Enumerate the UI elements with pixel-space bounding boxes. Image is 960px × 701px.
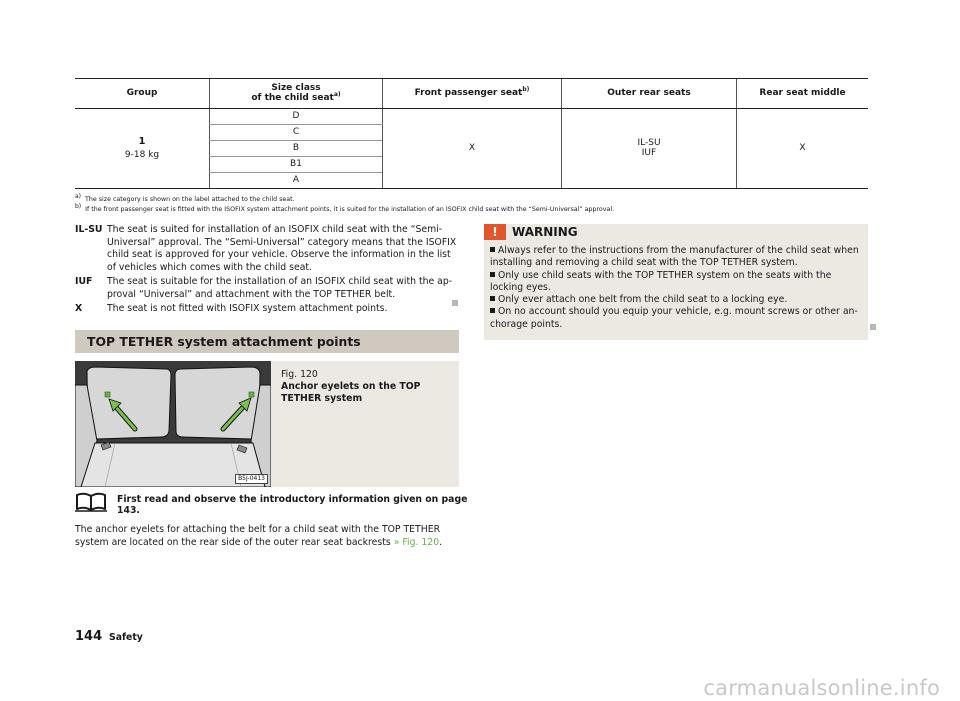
size-class-cell: C bbox=[210, 124, 383, 140]
footnote-ref-b: b) bbox=[522, 86, 530, 94]
page-number: 144 bbox=[75, 629, 103, 644]
list-item: Only use child seats with the TOP TETHER system on the seats with the locking eyes. bbox=[490, 269, 832, 293]
watermark: carmanualsonline.info bbox=[703, 676, 940, 700]
definition-term: IL-SU bbox=[75, 224, 103, 235]
intro-note bbox=[75, 492, 475, 514]
warning-box bbox=[484, 224, 868, 340]
page-section-name: Safety bbox=[109, 632, 143, 643]
size-class-cell: B bbox=[210, 140, 383, 156]
definition-il-su bbox=[75, 224, 460, 274]
header-outer-rear: Outer rear seats bbox=[562, 79, 737, 109]
definition-term: IUF bbox=[75, 276, 93, 288]
table-footnotes bbox=[75, 192, 875, 215]
footnote-ref-a: a) bbox=[333, 91, 341, 99]
table-header-row bbox=[75, 79, 868, 109]
figure-number: Fig. 120 bbox=[281, 369, 318, 380]
isofix-table bbox=[75, 78, 868, 189]
outer-rear-cell: IL-SU IUF bbox=[562, 108, 737, 188]
list-item: On no account should you equip your vehicle, e.g. mount screws or other an-chorage points. bbox=[490, 306, 858, 330]
definition-x bbox=[75, 303, 460, 316]
open-book-icon bbox=[75, 492, 107, 512]
rear-middle-cell: X bbox=[737, 108, 869, 188]
figure-block bbox=[75, 361, 459, 487]
figure-title: Anchor eyelets on the TOP TETHER system bbox=[281, 381, 421, 405]
group-weight: 9-18 kg bbox=[124, 149, 160, 160]
definition-text: The seat is not fitted with ISOFIX system attachment points. bbox=[107, 303, 388, 315]
header-size-class: Size class of the child seat$^{a)}$ bbox=[210, 79, 383, 109]
definition-iuf bbox=[75, 276, 460, 301]
isofix-table-container bbox=[75, 78, 868, 189]
image-code: B5J-0413 bbox=[235, 474, 268, 484]
definition-text: The seat is suitable for the installation of an ISOFIX child seat with the ap-proval “Universal” and attachment with the TOP TETHER belt. bbox=[107, 276, 453, 300]
definition-term: X bbox=[75, 303, 83, 315]
section-end-marker bbox=[452, 300, 458, 306]
group-cell bbox=[75, 108, 210, 188]
size-class-cell: D bbox=[210, 108, 383, 124]
trunk-drawing bbox=[75, 361, 271, 487]
trunk-anchor-illustration bbox=[75, 361, 271, 487]
warning-list bbox=[484, 245, 868, 331]
warning-exclamation-icon: ! bbox=[484, 224, 506, 240]
table-row bbox=[75, 108, 868, 124]
front-passenger-cell: X bbox=[383, 108, 562, 188]
header-group: Group bbox=[75, 79, 210, 109]
header-rear-middle: Rear seat middle bbox=[737, 79, 869, 109]
note-text: First read and observe the introductory information given on page 143. bbox=[117, 494, 468, 516]
footnote-b: $^{b)}$ If the front passenger seat is fitted with the ISOFIX system attachment points, it is suited for the installation of an ISOFIX child seat with the “Semi-Universal” approval. bbox=[75, 202, 615, 213]
warning-end-marker bbox=[870, 324, 876, 330]
size-class-cell: B1 bbox=[210, 156, 383, 172]
section-heading: TOP TETHER system attachment points bbox=[75, 330, 459, 353]
warning-header bbox=[484, 224, 868, 240]
legend-definitions bbox=[75, 224, 460, 318]
list-item: Always refer to the instructions from the manufacturer of the child seat when installing and removing a child seat with the TOP TETHER system. bbox=[490, 245, 859, 269]
size-class-cell: A bbox=[210, 172, 383, 188]
definition-text: The seat is suited for installation of an ISOFIX child seat with the “Semi-Universal” approval. The “Semi-Universal” category means that the ISOFIX child seat is approved for your vehicle. Observe the information in the list of vehicles which comes with the child seat. bbox=[107, 224, 457, 273]
warning-title: WARNING bbox=[512, 225, 578, 239]
group-number: 1 bbox=[138, 136, 146, 148]
figure-reference-link[interactable]: » Fig. 120 bbox=[393, 536, 440, 548]
body-paragraph: The anchor eyelets for attaching the belt for a child seat with the TOP TETHER system are located on the rear side of the outer rear seat backrests » Fig. 120. bbox=[75, 524, 443, 548]
list-item: Only ever attach one belt from the child seat to a locking eye. bbox=[490, 294, 860, 306]
header-front-passenger: Front passenger seat$^{b)}$ bbox=[383, 79, 562, 109]
figure-caption bbox=[281, 369, 451, 405]
footnote-a: $^{a)}$ The size category is shown on the label attached to the child seat. bbox=[75, 192, 295, 203]
